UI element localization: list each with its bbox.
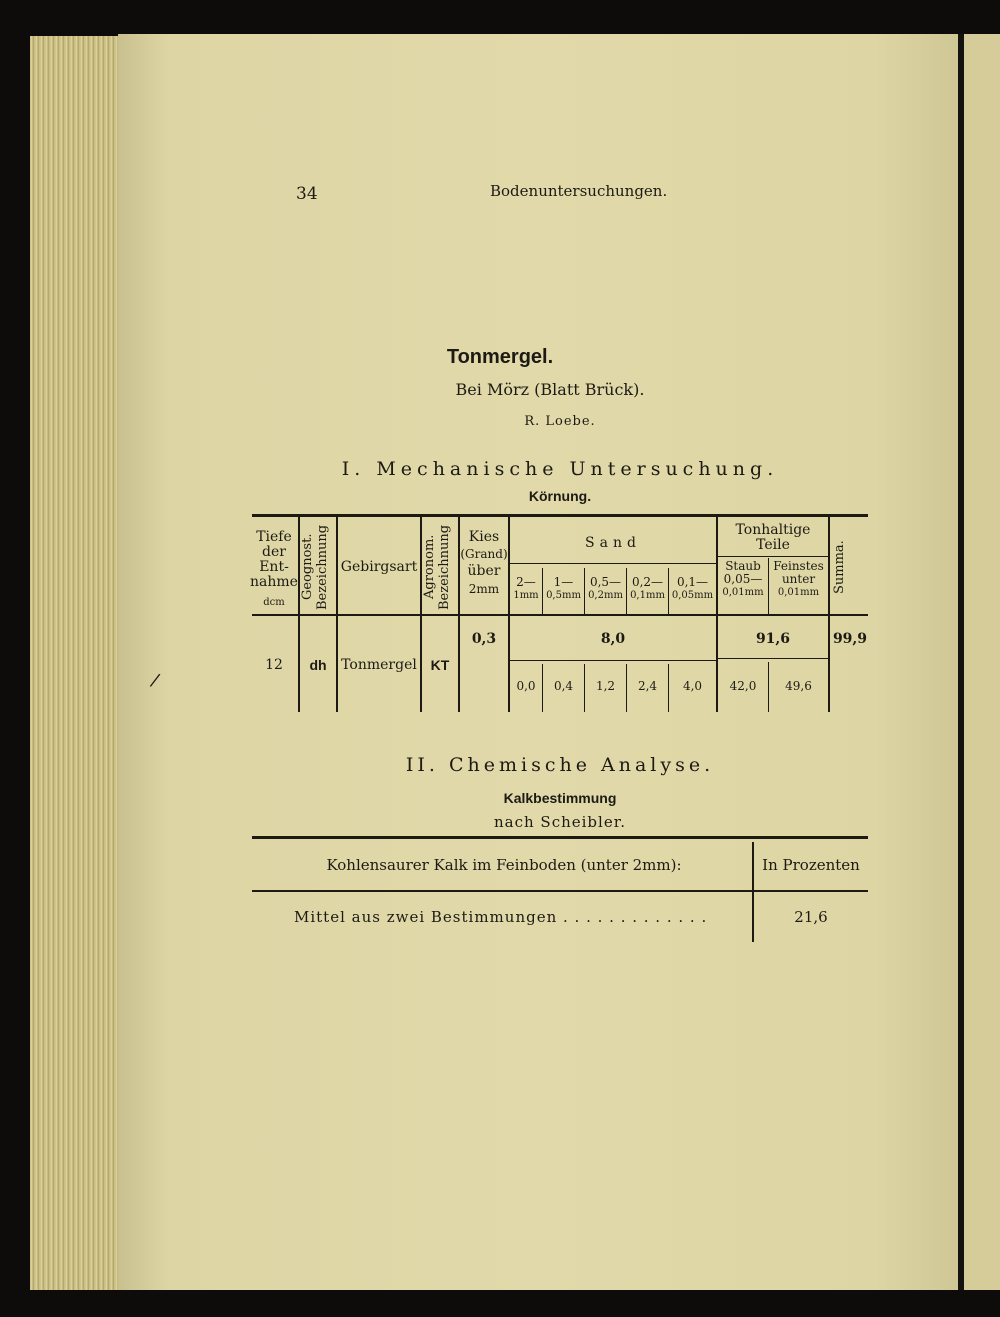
cell-ton-total: 91,6: [755, 631, 791, 647]
head-feinstes: Feinstes unter 0,01mm: [773, 559, 824, 598]
running-head: Bodenuntersuchungen.: [490, 182, 668, 200]
head-sand-col-1: 2— 1mm: [513, 575, 539, 601]
author: R. Loebe.: [524, 414, 596, 429]
head-summa: Summa.: [832, 540, 847, 594]
cell-kies: 0,3: [471, 631, 497, 647]
cell-feinstes: 49,6: [785, 679, 812, 693]
head-geognost: Geognost. Bezeichnung: [300, 524, 330, 610]
cell-summa: 99,9: [832, 631, 868, 647]
head-sand-col-5: 0,1— 0,05mm: [671, 575, 714, 601]
head-kies: Kies (Grand) über 2mm: [460, 529, 508, 596]
head-tonhaltige: Tonhaltige Teile: [735, 522, 811, 553]
cell-sand-total: 8,0: [600, 631, 626, 647]
book-page-edges: [30, 36, 130, 1290]
head-sand-col-3: 0,5— 0,2mm: [588, 575, 623, 601]
table2-head-label: Kohlensaurer Kalk im Feinboden (unter 2mm):: [326, 856, 682, 874]
method-note: nach Scheibler.: [493, 813, 626, 831]
head-sand: Sand: [585, 535, 641, 551]
cell-tiefe: 12: [265, 657, 283, 673]
cell-sand-5: 4,0: [682, 679, 703, 693]
cell-sand-2: 0,4: [553, 679, 574, 693]
location-subtitle: Bei Mörz (Blatt Brück).: [455, 380, 645, 399]
cell-geognost: dh: [309, 657, 327, 673]
book-page: [118, 34, 960, 1290]
cell-staub: 42,0: [729, 679, 757, 693]
pencil-mark: /: [148, 669, 162, 692]
head-sand-col-2: 1— 0,5mm: [546, 575, 581, 601]
subheading-kalkbestimmung: Kalkbestimmung: [503, 790, 617, 806]
section-title: Tonmergel.: [446, 346, 554, 368]
head-tiefe: Tiefe der Ent- nahme dcm: [250, 529, 298, 608]
cell-sand-3: 1,2: [595, 679, 616, 693]
page-number: 34: [296, 184, 318, 204]
table2-head-value: In Prozenten: [762, 856, 860, 874]
section-heading-chemical: II. Chemische Analyse.: [405, 754, 715, 776]
head-sand-col-4: 0,2— 0,1mm: [630, 575, 665, 601]
cell-sand-4: 2,4: [637, 679, 658, 693]
cell-agronom: KT: [430, 657, 450, 673]
head-gebirgsart: Gebirgsart: [340, 559, 418, 575]
subheading-koernung: Körnung.: [528, 488, 592, 504]
head-tiefe-unit: dcm: [263, 597, 285, 608]
cell-sand-1: 0,0: [516, 679, 536, 693]
next-page-edge: [964, 34, 1000, 1290]
head-agronom: Agronom. Bezeichnung: [422, 524, 452, 610]
table2-row-value: 21,6: [794, 908, 828, 926]
cell-gebirgsart: Tonmergel: [341, 657, 417, 673]
head-staub: Staub 0,05— 0,01mm: [722, 559, 764, 598]
section-heading-mechanical: I. Mechanische Untersuchung.: [341, 458, 779, 480]
table2-row-label: Mittel aus zwei Bestimmungen . . . . . . . . . . . . .: [294, 908, 708, 926]
